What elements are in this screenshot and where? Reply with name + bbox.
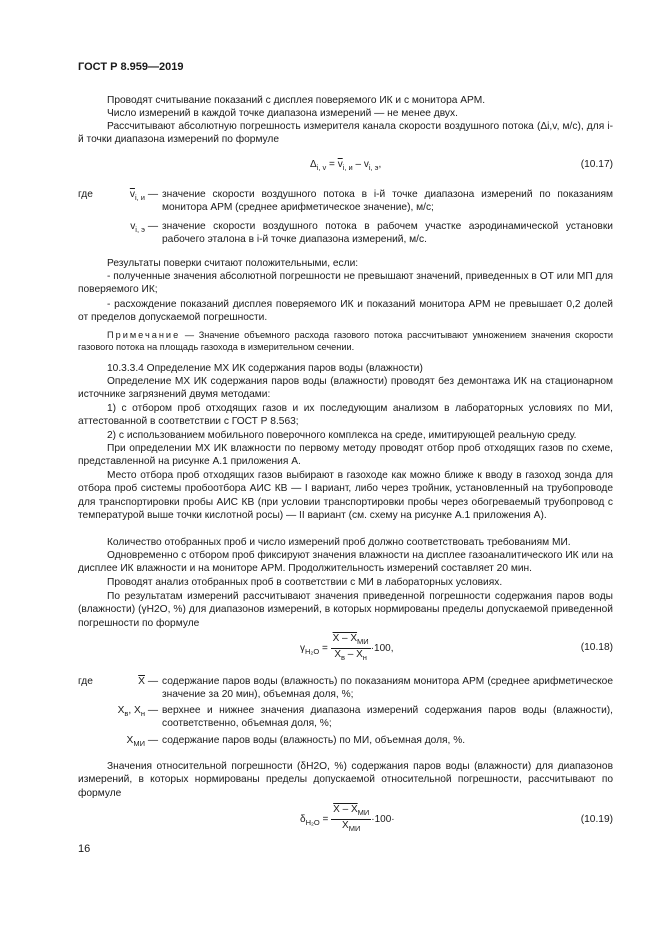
paragraph: Результаты поверки считают положительными, если:: [107, 258, 359, 269]
paragraph: Определение МХ ИК содержания паров воды (влажности) проводят без демонтажа ИК на стационарном источнике загрязнений двумя методами:: [78, 376, 613, 401]
paragraph: Число измерений в каждой точке диапазона измерений — не менее двух.: [107, 108, 458, 119]
def-term: [96, 188, 158, 204]
formula-tail: ·100·: [371, 814, 395, 826]
def-text: верхнее и нижнее значения диапазона измерений содержания паров воды (влажности), соответственно, объемная доля, %;: [162, 705, 613, 730]
formula-lhs: δ: [300, 814, 306, 826]
def-symbol: $\overline{v}$: [129, 189, 135, 200]
formula-10-18: $\gamma_{H_2O}$ = $\frac{X - X_{МИ}}{X_в - X_н}$ ·100,: [300, 633, 394, 662]
paragraph: Проводят считывание показаний с дисплея поверяемого ИК и с монитора АРМ.: [107, 95, 486, 106]
paragraph: Одновременно с отбором проб фиксируют значения влажности на дисплее газоаналитического ИК или на дисплее ИК влажности и на мониторе АРМ. Продолжительность измерений составляет 20 мин.: [78, 550, 613, 575]
defs-lead: где: [78, 676, 93, 687]
page-number: 16: [78, 843, 91, 855]
fraction: [331, 633, 371, 664]
fraction-numerator: [331, 804, 371, 820]
def-text: значение скорости воздушного потока в рабочем участке аэродинамической установки рабочего эталона в i-й точке диапазона измерений, м/с.: [162, 221, 613, 246]
formula-term: X: [334, 649, 341, 660]
def-sub: н: [140, 709, 145, 718]
formula-term: X – X: [332, 633, 358, 644]
formula-term: $\overline{v}$: [337, 159, 343, 170]
formula-sub: МИ: [357, 637, 369, 646]
def-sub: в: [124, 709, 129, 718]
paragraph: Проводят анализ отобранных проб в соответствии с МИ в лабораторных условиях.: [107, 577, 503, 588]
def-term: [80, 704, 158, 720]
def-symbol: $\overline{X}$: [138, 676, 145, 687]
paragraph: По результатам измерений рассчитывают значения приведенной погрешности содержания паров воды (влажности) (γH2O, %) для диапазонов измерений, в которых нормированы пределы допускаемой приведенной погрешности по формуле: [78, 591, 613, 629]
def-text: содержание паров воды (влажность) по показаниям монитора АРМ (среднее арифметическое значение за 20 мин), объемная доля, %;: [162, 676, 613, 701]
def-symbol: X: [117, 705, 125, 716]
formula-number: (10.18): [580, 642, 613, 653]
list-item: - расхождение показаний дисплея поверяемого ИК и показаний монитора АРМ не превышает 0,2 долей от пределов допускаемой погрешности.: [78, 299, 613, 324]
def-dash: —: [147, 221, 158, 232]
def-symbol: X: [126, 735, 134, 746]
def-dash: —: [147, 735, 158, 746]
fraction-denominator: [331, 820, 371, 835]
def-dash: —: [147, 705, 158, 716]
formula-number: (10.19): [580, 814, 613, 825]
formula-sub: i, э: [368, 163, 379, 172]
formula-term: X – X: [333, 804, 358, 815]
page-header: ГОСТ Р 8.959—2019: [78, 61, 184, 73]
paragraph: Рассчитывают абсолютную погрешность измерителя канала скорости воздушного потока (Δi,v, м/с), для i-й точки диапазона измерений по формуле: [78, 121, 613, 146]
def-term: [96, 675, 158, 688]
defs-lead: где: [78, 189, 93, 200]
fraction-numerator: [331, 633, 371, 649]
formula-sub: H₂O: [305, 818, 320, 828]
formula-sub: МИ: [348, 824, 361, 833]
paragraph: При определении МХ ИК влажности по первому методу проводят отбор проб отходящих газов по схеме, представленной на рисунке А.1 приложения А.: [78, 443, 613, 468]
note: [78, 329, 613, 354]
list-item: 1) с отбором проб отходящих газов и их последующим анализом в лабораторных условиях по МИ, аттестованной в соответствии с ГОСТ Р 8.563;: [78, 403, 613, 428]
paragraph: Место отбора проб отходящих газов выбирают в газоходе как можно ближе к вводу в газоход зонда для отбора проб системы пробоотбора АИС КВ — I вариант, либо через тройник, установленный на трубопроводе для транспортировки пробы АИС КВ (при условии транспортировки пробы через обогреваемый трубопровод с температурой выше точки кислотной росы) — II вариант (см. схему на рисунке А.1 приложения А).: [78, 470, 613, 522]
def-sub: i, и: [134, 193, 145, 202]
section-title: 10.3.3.4 Определение МХ ИК содержания паров воды (влажности): [107, 363, 423, 374]
formula-sub: i, и: [342, 163, 353, 172]
formula-sub: в: [341, 653, 345, 662]
formula-term: – v: [355, 159, 369, 170]
formula-term: – X: [344, 649, 363, 660]
def-symbol: , X: [128, 705, 141, 716]
def-sub: МИ: [133, 739, 145, 748]
formula-sub: H₂O: [305, 647, 320, 657]
formula-sub: i, v: [316, 163, 327, 172]
formula-10-19: $\delta_{H_2O}$ = $\frac{X - X_{МИ}}{X_{МИ}}$ ·100·: [300, 804, 395, 833]
formula-tail: ·100,: [370, 643, 394, 655]
def-term: [96, 220, 158, 236]
formula-term: X: [342, 820, 349, 831]
formula-number: (10.17): [580, 159, 613, 170]
paragraph: Количество отобранных проб и число измерений проб должно соответствовать требованиям МИ.: [107, 537, 571, 548]
formula-sub: н: [362, 653, 367, 662]
def-text: значение скорости воздушного потока в i-й точке диапазона измерений по показаниям монитора АРМ (среднее арифметическое значение), м/с;: [162, 189, 613, 214]
note-text: — Значение объемного расхода газового потока рассчитывают умножением значения скорости газового потока на площадь газохода в измерительном сечении.: [78, 330, 613, 353]
list-item: - полученные значения абсолютной погрешности не превышают значений, приведенных в ОТ или МП для поверяемого ИК;: [78, 271, 613, 296]
formula-tail: ,: [378, 159, 382, 170]
def-sub: i, э: [135, 225, 145, 234]
fraction-denominator: [331, 649, 371, 664]
def-dash: —: [147, 189, 158, 200]
def-symbol: v: [130, 221, 136, 232]
formula-lhs: γ: [300, 643, 305, 655]
formula-10-17: $\Delta_{i, v} = \overline{v}_{i, и} - v_{i, э}$,: [310, 159, 382, 172]
def-term: [80, 734, 158, 750]
formula-lhs: Δ: [310, 159, 317, 170]
def-dash: —: [147, 676, 158, 687]
formula-sub: МИ: [357, 808, 370, 817]
list-item: 2) с использованием мобильного поверочного комплекса на среде, имитирующей реальную среду.: [107, 430, 577, 441]
paragraph: Значения относительной погрешности (δH2O, %) содержания паров воды (влажности) для диапазонов измерений, в которых нормированы пределы допускаемой относительной погрешности, рассчитывают по формуле: [78, 761, 613, 799]
fraction: [331, 804, 371, 835]
note-label: Примечание: [107, 330, 181, 340]
def-text: содержание паров воды (влажность) по МИ, объемная доля, %.: [162, 735, 466, 746]
